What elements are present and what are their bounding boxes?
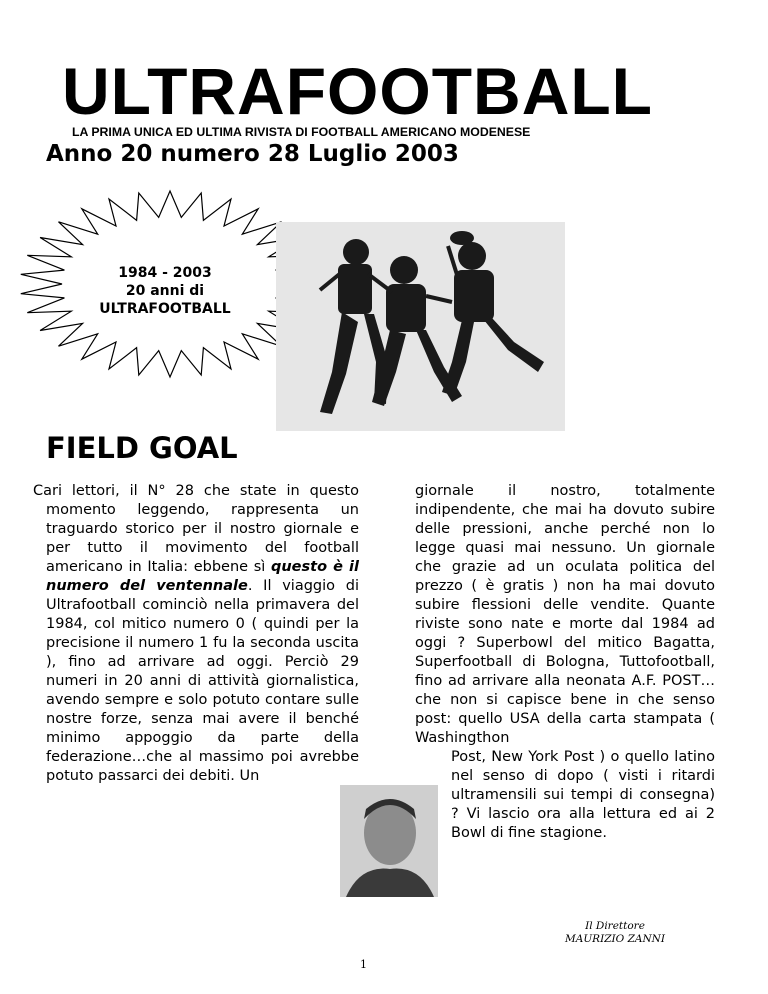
article-paragraph-right: giornale il nostro, totalmente indipendente, che mai ha dovuto subire delle pressioni, anche perché non lo legge quasi mai nessuno. Un giornale che grazie ad un oculata politica del prezzo ( è gratis ) non ha mai dovuto subire flessioni delle vendite. Quante riviste sono nate e morte dal 1984 ad oggi ? Superbowl del mitico Bagatta, Superfootball di Bologna, Tuttofootball, fino ad arrivare alla neonata A.F. POST…che non si capisce bene in che senso post: quello USA della carta stampata ( Washingthon [415, 483, 715, 746]
editor-signature [560, 920, 670, 946]
article-text-intro: Cari lettori, il N° 28 che state in questo momento leggendo, rappresenta un traguardo storico per il nostro giornale e per tutto il movimento del football americano in Italia: ebbene sì [33, 483, 359, 575]
tagline: LA PRIMA UNICA ED ULTIMA RIVISTA DI FOOTBALL AMERICANO MODENESE [72, 125, 531, 139]
article-text-emphasis: questo è il numero del ventennale [46, 559, 359, 594]
anniversary-badge [80, 264, 250, 318]
issue-line: Anno 20 numero 28 Luglio 2003 [46, 141, 459, 167]
anniversary-name: ULTRAFOOTBALL [99, 301, 231, 317]
anniversary-caption: 20 anni di [125, 283, 205, 299]
masthead-title: ULTRAFOOTBALL [62, 54, 653, 128]
article-text-continued: . Il viaggio di Ultrafootball cominciò nella primavera del 1984, col mitico numero 0 ( quindi per la precisione il numero 1 fu la seconda uscita ), fino ad arrivare ad oggi. Perciò 29 numeri in 20 anni di attività giornalistica, avendo sempre e solo potuto contare sulle nostre forze, senza mai avere il benché minimo appoggio da parte della federazione…che al massimo poi avrebbe potuto passarci dei debiti. Un [46, 578, 359, 784]
article-paragraph-right-indented: Post, New York Post ) o quello latino nel senso di dopo ( visti i ritardi ultramensili sui tempi di consegna) ? Vi lascio ora alla lettura ed ai 2 Bowl di fine stagione. [451, 749, 715, 841]
editor-portrait-photo [340, 785, 438, 897]
signature-role: Il Direttore [585, 920, 645, 932]
anniversary-years: 1984 - 2003 [118, 265, 212, 281]
article-title: FIELD GOAL [46, 431, 238, 465]
signature-name: MAURIZIO ZANNI [564, 933, 666, 945]
article-column-left [33, 482, 359, 786]
page-number: 1 [360, 958, 367, 971]
article-paragraph-left [33, 482, 359, 786]
article-column-right [415, 482, 715, 843]
football-players-illustration [276, 222, 565, 431]
